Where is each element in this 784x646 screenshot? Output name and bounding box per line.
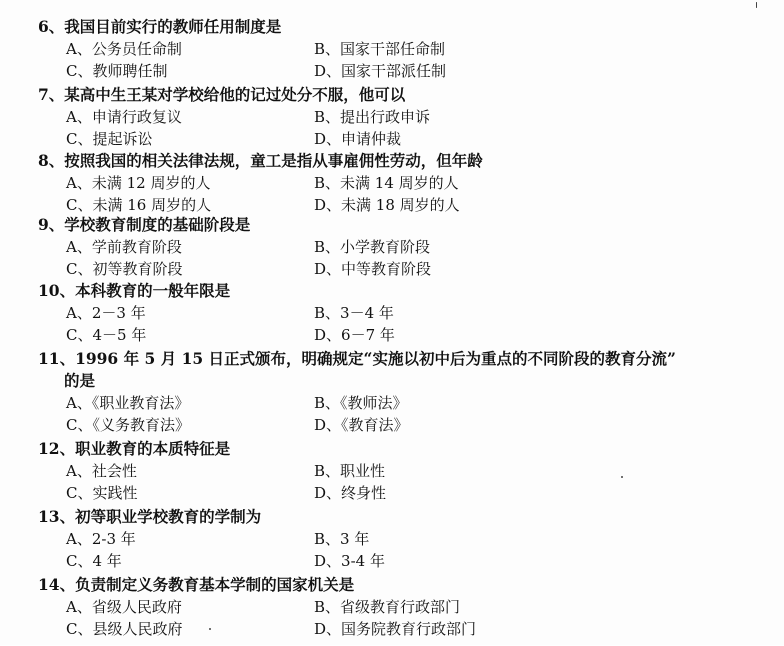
scan-speck xyxy=(209,628,211,630)
scan-speck xyxy=(621,476,623,478)
question-stem xyxy=(38,84,758,106)
option-a: A、《职业教育法》 xyxy=(66,394,190,412)
option-row xyxy=(38,236,758,258)
question-text: 学校教育制度的基础阶段是 xyxy=(64,215,251,234)
option-c: C、《义务教育法》 xyxy=(66,416,190,434)
question-8 xyxy=(38,150,758,216)
option-row xyxy=(38,106,758,128)
question-stem xyxy=(38,16,758,38)
question-text: 职业教育的本质特征是 xyxy=(75,439,231,458)
question-9 xyxy=(38,214,758,280)
option-row xyxy=(38,60,758,82)
scan-speck xyxy=(756,2,757,8)
question-text: 初等职业学校教育的学制为 xyxy=(75,507,262,526)
option-row xyxy=(38,392,758,414)
option-a: A、2－3 年 xyxy=(66,304,146,322)
option-c: C、4 年 xyxy=(66,552,122,570)
question-stem xyxy=(38,438,758,460)
question-stem xyxy=(38,348,758,370)
question-number: 14、 xyxy=(38,575,76,594)
question-7 xyxy=(38,84,758,150)
option-c: C、教师聘任制 xyxy=(66,62,168,80)
option-c: C、实践性 xyxy=(66,484,138,502)
question-text: 按照我国的相关法律法规，童工是指从事雇佣性劳动，但年龄 xyxy=(64,151,483,170)
question-number: 12、 xyxy=(38,439,76,458)
question-stem-continued xyxy=(38,370,758,392)
question-14 xyxy=(38,574,758,640)
question-number: 9、 xyxy=(38,215,65,234)
option-a: A、省级人民政府 xyxy=(66,598,182,616)
option-d: D、6－7 年 xyxy=(314,326,395,344)
option-c: C、县级人民政府 xyxy=(66,620,183,638)
option-row xyxy=(38,172,758,194)
question-12 xyxy=(38,438,758,504)
question-stem xyxy=(38,214,758,236)
option-a: A、社会性 xyxy=(66,462,137,480)
question-number: 6、 xyxy=(38,17,65,36)
question-text: 本科教育的一般年限是 xyxy=(75,281,231,300)
question-10 xyxy=(38,280,758,346)
option-row xyxy=(38,414,758,436)
option-row xyxy=(38,128,758,150)
option-c: C、初等教育阶段 xyxy=(66,260,183,278)
option-b: B、《教师法》 xyxy=(314,394,408,412)
question-number: 10、 xyxy=(38,281,76,300)
question-6 xyxy=(38,16,758,82)
option-b: B、提出行政申诉 xyxy=(314,108,431,126)
option-d: D、3-4 年 xyxy=(314,552,385,570)
option-d: D、终身性 xyxy=(314,484,387,502)
option-row xyxy=(38,302,758,324)
option-b: B、3－4 年 xyxy=(314,304,394,322)
option-b: B、未满 14 周岁的人 xyxy=(314,174,459,192)
option-a: A、2-3 年 xyxy=(66,530,136,548)
option-c: C、提起诉讼 xyxy=(66,130,153,148)
question-stem xyxy=(38,574,758,596)
option-b: B、省级教育行政部门 xyxy=(314,598,461,616)
option-row xyxy=(38,482,758,504)
option-d: D、未满 18 周岁的人 xyxy=(314,196,460,214)
question-stem xyxy=(38,280,758,302)
option-row xyxy=(38,618,758,640)
option-row xyxy=(38,550,758,572)
option-row xyxy=(38,324,758,346)
option-d: D、申请仲裁 xyxy=(314,130,402,148)
option-a: A、申请行政复议 xyxy=(66,108,182,126)
question-text: 1996 年 5 月 15 日正式颁布，明确规定“实施以初中后为重点的不同阶段的教育分流” xyxy=(75,349,676,368)
question-number: 7、 xyxy=(38,85,65,104)
option-row xyxy=(38,528,758,550)
option-b: B、小学教育阶段 xyxy=(314,238,431,256)
question-text-continued: 的是 xyxy=(64,371,96,390)
option-c: C、未满 16 周岁的人 xyxy=(66,196,212,214)
option-row xyxy=(38,194,758,216)
option-d: D、中等教育阶段 xyxy=(314,260,432,278)
question-13 xyxy=(38,506,758,572)
option-b: B、职业性 xyxy=(314,462,386,480)
option-row xyxy=(38,38,758,60)
option-c: C、4－5 年 xyxy=(66,326,147,344)
question-number: 13、 xyxy=(38,507,76,526)
question-stem xyxy=(38,150,758,172)
question-text: 某高中生王某对学校给他的记过处分不服，他可以 xyxy=(64,85,406,104)
option-a: A、未满 12 周岁的人 xyxy=(66,174,211,192)
option-d: D、国务院教育行政部门 xyxy=(314,620,477,638)
question-number: 8、 xyxy=(38,151,65,170)
option-d: D、《教育法》 xyxy=(314,416,409,434)
option-a: A、公务员任命制 xyxy=(66,40,182,58)
question-number: 11、 xyxy=(38,349,76,368)
question-text: 我国目前实行的教师任用制度是 xyxy=(64,17,282,36)
option-d: D、国家干部派任制 xyxy=(314,62,447,80)
option-a: A、学前教育阶段 xyxy=(66,238,182,256)
question-text: 负责制定义务教育基本学制的国家机关是 xyxy=(75,575,355,594)
option-row xyxy=(38,258,758,280)
question-11 xyxy=(38,348,758,436)
option-b: B、国家干部任命制 xyxy=(314,40,446,58)
option-row xyxy=(38,596,758,618)
option-row xyxy=(38,460,758,482)
option-b: B、3 年 xyxy=(314,530,370,548)
question-stem xyxy=(38,506,758,528)
